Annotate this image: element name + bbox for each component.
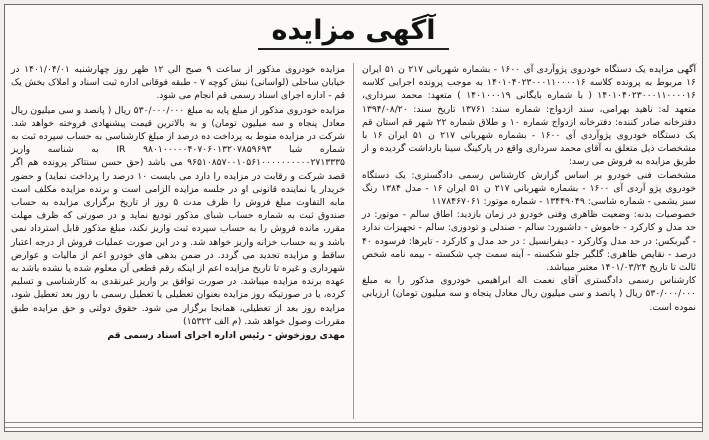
- notice-left-column: [11, 63, 345, 419]
- signature-line: مهدی روزخوش - رئیس اداره اجرای اسناد رسمی قم: [107, 330, 345, 342]
- auction-time-place-paragraph: مزایده خودروی مذکور از ساعت ۹ صبح الی ۱۲ ظهر روز چهارشنبه ۱۴۰۱/۰۴/۰۱ در خیابان ساحلی (لواسانی) نبش کوچه ۷ - طبقه فوقانی اداره ثبت اسناد و املاک بخش یک قم - اداره اجرای اسناد رسمی قم انجام می شود.: [11, 64, 345, 102]
- notice-right-column: [362, 63, 696, 419]
- valuation-paragraph: کارشناس رسمی دادگستری آقای نعمت اله ابراهیمی خودروی مذکور را به مبلغ ۵۳۰/۰۰۰/۰۰۰ ریال ( پانصد و سی میلیون ریال معادل پنجاه و سه میلیون تومان) ارزیابی نموده است.: [362, 275, 696, 313]
- notice-header: [5, 5, 702, 59]
- auction-intro-paragraph: آگهی مزایده یک دستگاه خودروی پژوآردی آی ۱۶۰۰ - بشماره شهربانی ۲۱۷ ن ۵۱ ایران ۱۶ مربوط به پرونده کلاسه ۱۴۰۱۰۴۰۲۳۰۰۰۱۱۰۰۰۰۱۶ به موجب پرونده اجرایی کلاسه ۱۴۰۱۰۴۰۲۳۰۰۰۱۱۰۰۰۰۱۶ ( با شماره بایگانی ۱۴۰۱۰۰۰۱۹ ) متعهد: محمد سرداری، متعهد له: ناهید بهرامی، سند ازدواج: شماره سند: ۱۳۷۶۱ تاریخ سند: ۱۳۹۴/۰۸/۲۰ دفترخانه صادر کننده: دفترخانه ازدواج شماره ۱۰ و طلاق شماره ۲۲ شهر قم استان قم یک دستگاه خودروی پژوآردی آی ۱۶۰۰ - بشماره شهربانی ۲۱۷ ن ۵۱ ایران ۱۶ با مشخصات ذیل متعلق به آقای محمد سرداری واقع در پارکینگ سینا بازداشت گردیده و از طریق مزایده به فروش می رسد:: [362, 64, 697, 168]
- bottom-border: [5, 422, 702, 428]
- vehicle-specs-paragraph: مشخصات فنی خودرو بر اساس گزارش کارشناس رسمی دادگستری: یک دستگاه خودروی پژو آردی آی ۱۶۰۰ - بشماره شهربانی ۲۱۷ ن ۵۱ ایران ۱۶ - مدل ۱۳۸۴ رنگ سبز یشمی - شماره شاسی: ۱۳۴۴۹۰۴۹ - شماره موتور: ۱۱۷۸۴۶۷۰۶۱: [362, 169, 697, 208]
- vehicle-features-paragraph: خصوصیات بدنه: وضعیت ظاهری وفنی خودرو در زمان بازدید: اطاق سالم - موتور: در حد مدل و کارکرد - خاموش - داشبورد: سالم - صندلی و تودوزی: سالم - تجهیزات ندارد - گیربکس: در حد مدل وکارکرد - دیفرانسیل : در حد مدل و کارکرد - تایرها: فرسوده ۴۰ درصد - نقایص ظاهری: گلگیر جلو شکسته - آینه سمت چپ شکسته - بیمه نامه شخص ثالث تا تاریخ ۱۴۰۱/۰۳/۲۴ معتبر میباشد.: [362, 209, 696, 274]
- column-divider: [353, 63, 354, 419]
- notice-page: [4, 4, 703, 432]
- notice-body: [11, 63, 696, 419]
- auction-conditions-paragraph: مزایده خودروی مذکور از مبلغ پایه به مبلغ ۵۳۰/۰۰۰/۰۰۰ ریال ( پانصد و سی میلیون ریال معادل پنجاه و سه میلیون تومان) و به بالاترین قیمت پیشنهادی فروخته خواهد شد. شرکت در مزایده منوط به پرداخت ده درصد از مبلغ کارشناسی به حساب سپرده ثبت به شماره شبا ۹۸۰۱۰۰۰۰۰۴۰۷۰۶۰۱۳۲۰۷۸۵۹۶۹۳ IR به شناسه واریز ۹۶۵۱۰۸۵۷۰۰۱۰۵۶۱۰۰۰۰۰۰۰۰۰۰۲۷۱۳۳۳۵ می باشد (حق حسن سنتاکر پرونده هم اگر قصد شرکت و رقابت در مزایده را دارد می بایست ۱۰ درصد را پرداخت نماید) و حضور خریدار یا نماینده قانونی او در جلسه مزایده الزامی است و برنده مزایده مکلف است مابه التفاوت مبلغ فروش را ظرف مدت ۵ روز از تاریخ برگزاری مزایده به حساب صندوق ثبت به شماره حساب شبای مذکور تودیع نماید و در صورتی که ظرف مهلت مقرر، مانده فروش را به حساب سپرده ثبت واریز نکند، مبلغ مذکور قابل استرداد نمی باشد و به حساب خزانه واریز خواهد شد. و در این صورت عملیات فروش از درجه اعتبار ساقط و مزایده تجدید می گردد. در ضمن بدهی های خودرو اعم از مالیات و عوارض شهرداری و غیره تا تاریخ مزایده اعم از اینکه رقم قطعی آن معلوم شده یا نشده باشد به عهده برنده مزایده میباشد. در صورت توافق بر واریز غیرنقدی به کارشناسی و تسلیم کرده، یا در صورتیکه روز مزایده بعنوان تعطیلی یا تعطیل رسمی با روز بعد تعطیل شود، مزایده روز بعد از تعطیلی، همانجا برگزار می شود. حقوق دولتی و حق مزایده طبق مقررات وصول خواهد شد. (م الف ۱۵۳۲۲): [11, 104, 345, 327]
- notice-title: آگهی مزایده: [258, 15, 450, 50]
